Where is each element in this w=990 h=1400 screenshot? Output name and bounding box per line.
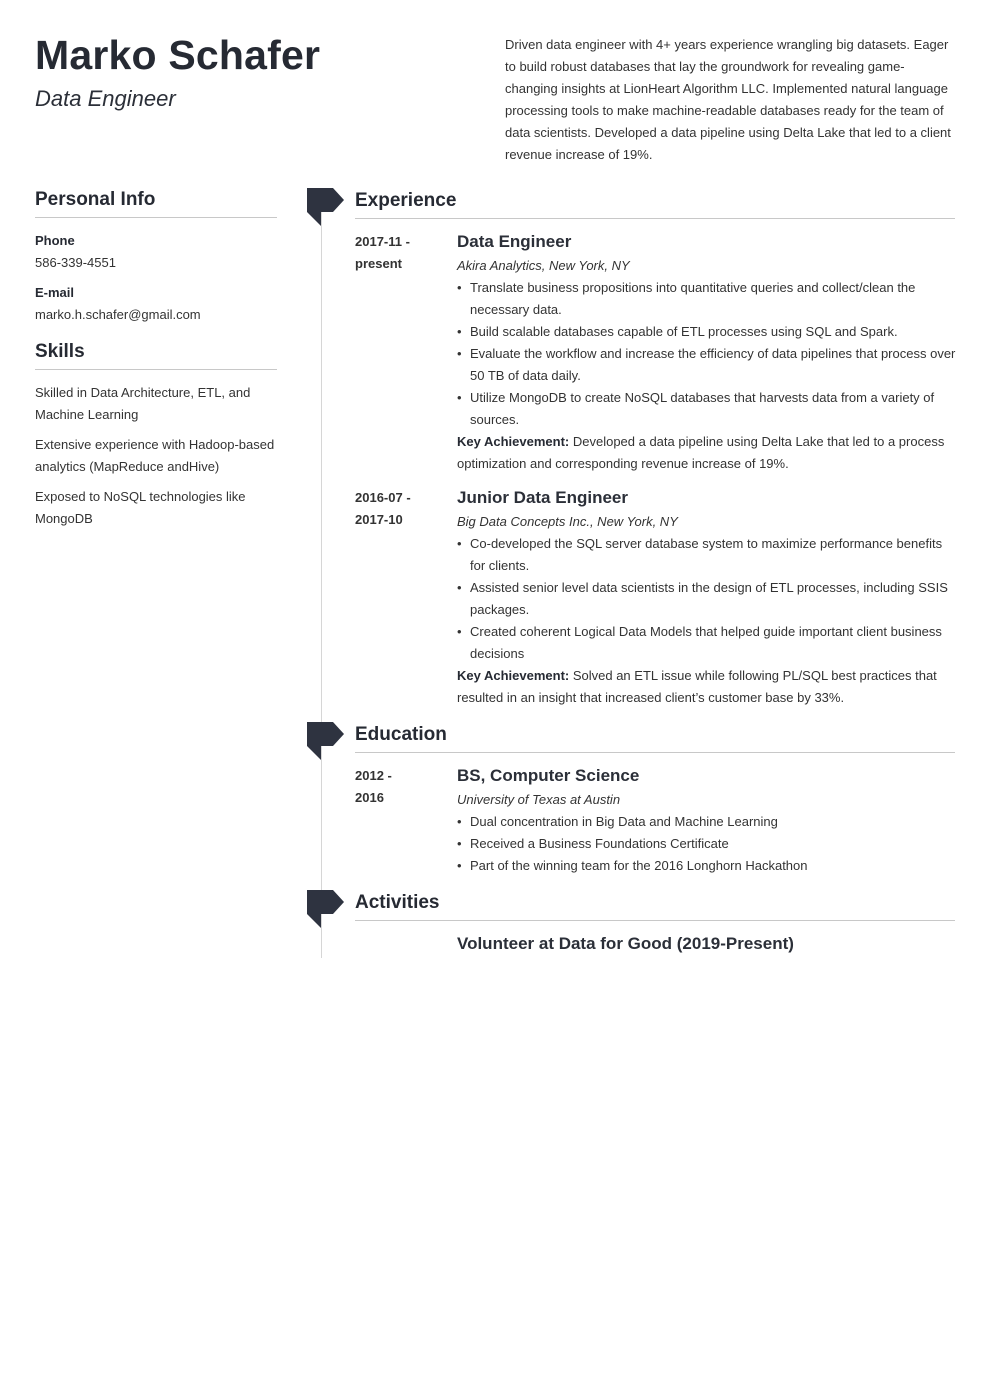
job-entry	[457, 231, 957, 475]
education-date	[355, 765, 450, 809]
bullet-item: • Assisted senior level data scientists in the design of ETL processes, including SSIS packages.	[457, 577, 957, 621]
skill-item: Exposed to NoSQL technologies like MongoDB	[35, 489, 246, 526]
skill-item: Extensive experience with Hadoop-based analytics (MapReduce andHive)	[35, 437, 275, 474]
key-achievement	[457, 665, 957, 709]
bullet-item: • Part of the winning team for the 2016 Longhorn Hackathon	[457, 855, 957, 877]
company: Akira Analytics, New York, NY	[457, 258, 630, 273]
key-achievement-text: Solved an ETL issue while following PL/SQL best practices that resulted in an insight that increased client’s customer base by 33%.	[457, 668, 937, 705]
job-date	[355, 231, 450, 275]
date-start: 2017-11 -	[355, 234, 410, 249]
company: Big Data Concepts Inc., New York, NY	[457, 514, 678, 529]
school: University of Texas at Austin	[457, 792, 621, 807]
education-entry	[457, 765, 957, 877]
date-end: 2016	[355, 790, 384, 805]
job-title: Data Engineer	[35, 86, 176, 111]
date-start: 2012 -	[355, 768, 392, 783]
education-heading: Education	[355, 723, 955, 753]
activities-heading: Activities	[355, 891, 955, 921]
job-title: Junior Data Engineer	[457, 488, 628, 507]
date-start: 2016-07 -	[355, 490, 411, 505]
degree: BS, Computer Science	[457, 766, 640, 785]
key-achievement	[457, 431, 957, 475]
skills-heading: Skills	[35, 340, 277, 370]
bullet-item: • Created coherent Logical Data Models that helped guide important client business decisions	[457, 621, 957, 665]
profile-summary: Driven data engineer with 4+ years experience wrangling big datasets. Eager to build robust databases that lay the groundwork for revealing game-changing insights at LionHeart Algorithm LLC. Implemented natural language processing tools to make machine-readable databases ready for the team of data scientists. Developed a data pipeline using Delta Lake that led to a client revenue increase of 19%.	[505, 37, 951, 162]
education-bullets	[457, 811, 957, 877]
key-achievement-label: Key Achievement:	[457, 668, 570, 683]
phone-value: 586-339-4551	[35, 255, 116, 270]
bullet-item: • Build scalable databases capable of ETL processes using SQL and Spark.	[457, 321, 957, 343]
key-achievement-label: Key Achievement:	[457, 434, 570, 449]
bullet-item: • Received a Business Foundations Certificate	[457, 833, 957, 855]
date-end: present	[355, 256, 402, 271]
bullet-item: • Evaluate the workflow and increase the efficiency of data pipelines that process over 50 TB of data daily.	[457, 343, 957, 387]
key-achievement-text: Developed a data pipeline using Delta Lake that led to a process optimization and corresponding revenue increase of 19%.	[457, 434, 945, 471]
activity-entry	[457, 933, 957, 957]
bullet-item: • Dual concentration in Big Data and Machine Learning	[457, 811, 957, 833]
experience-heading: Experience	[355, 189, 955, 219]
section-flag-icon	[307, 188, 344, 226]
candidate-name: Marko Schafer	[35, 32, 321, 78]
phone-label: Phone	[35, 233, 75, 248]
bullet-item: • Translate business propositions into quantitative queries and collect/clean the necessary data.	[457, 277, 957, 321]
left-column	[35, 188, 277, 538]
activity-item: Volunteer at Data for Good (2019-Present)	[457, 934, 794, 953]
timeline-line	[321, 200, 322, 958]
section-flag-icon	[307, 722, 344, 760]
date-end: 2017-10	[355, 512, 403, 527]
job-date	[355, 487, 450, 531]
bullet-item: • Utilize MongoDB to create NoSQL databases that harvests data from a variety of sources.	[457, 387, 957, 431]
job-bullets	[457, 277, 957, 431]
bullet-item: • Co-developed the SQL server database system to maximize performance benefits for clients.	[457, 533, 957, 577]
email-label: E-mail	[35, 285, 75, 300]
job-bullets	[457, 533, 957, 665]
skill-item: Skilled in Data Architecture, ETL, and Machine Learning	[35, 385, 251, 422]
section-flag-icon	[307, 890, 344, 928]
email-value: marko.h.schafer@gmail.com	[35, 307, 201, 322]
job-title: Data Engineer	[457, 232, 572, 251]
personal-info-heading: Personal Info	[35, 188, 277, 218]
job-entry	[457, 487, 957, 709]
